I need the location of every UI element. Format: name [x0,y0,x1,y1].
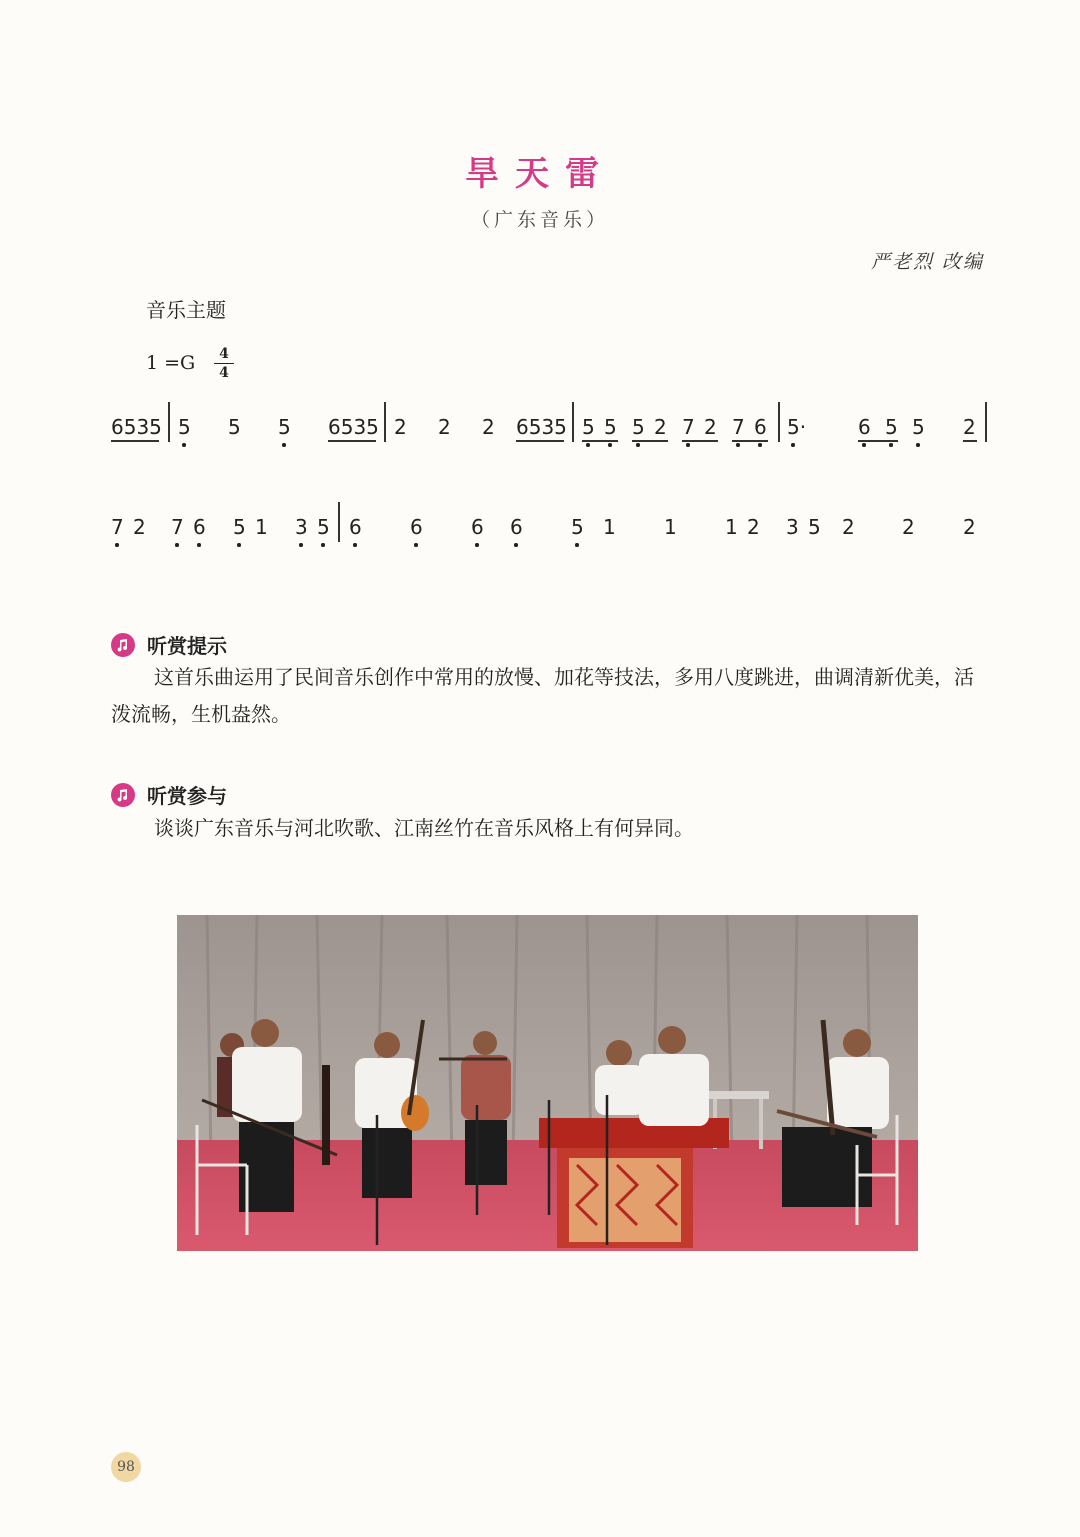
listening-tips-title: 听赏提示 [147,634,227,658]
time-signature-top: 4 [219,346,229,362]
music-theme-label: 音乐主题 [146,298,226,322]
arranger-credit: 严老烈 改编 [870,251,984,273]
page-number: 98 [111,1452,141,1482]
listening-participation-text: 谈谈广东音乐与河北吹歌、江南丝竹在音乐风格上有何异同。 [154,816,694,840]
music-note-icon [111,633,135,657]
music-note-icon [111,783,135,807]
score-line-1: 6535 5 5 5 6535 2 2 2 6535 5 5 5 2 7 2 7 6 5· 6 5 5 2 [0,416,1080,476]
listening-participation-title: 听赏参与 [147,784,227,808]
listening-tips-text: 这首乐曲运用了民间音乐创作中常用的放慢、加花等技法，多用八度跳进，曲调清新优美，活泼流畅，生机盎然。 [111,665,974,726]
key-signature: 1 =G [146,352,196,374]
time-signature-bottom: 4 [219,365,229,381]
score-line-2: 7 2 7 6 5 1 3 5 6 6 6 6 5 1 1 1 2 3 5 2 2 2 [0,516,1080,576]
time-signature [214,346,234,381]
ensemble-performance-photo [177,915,918,1251]
listening-tips-heading [111,630,227,659]
song-title: 旱天雷 [465,154,615,194]
listening-participation-heading [111,780,227,809]
song-subtitle: （广东音乐） [470,209,609,231]
